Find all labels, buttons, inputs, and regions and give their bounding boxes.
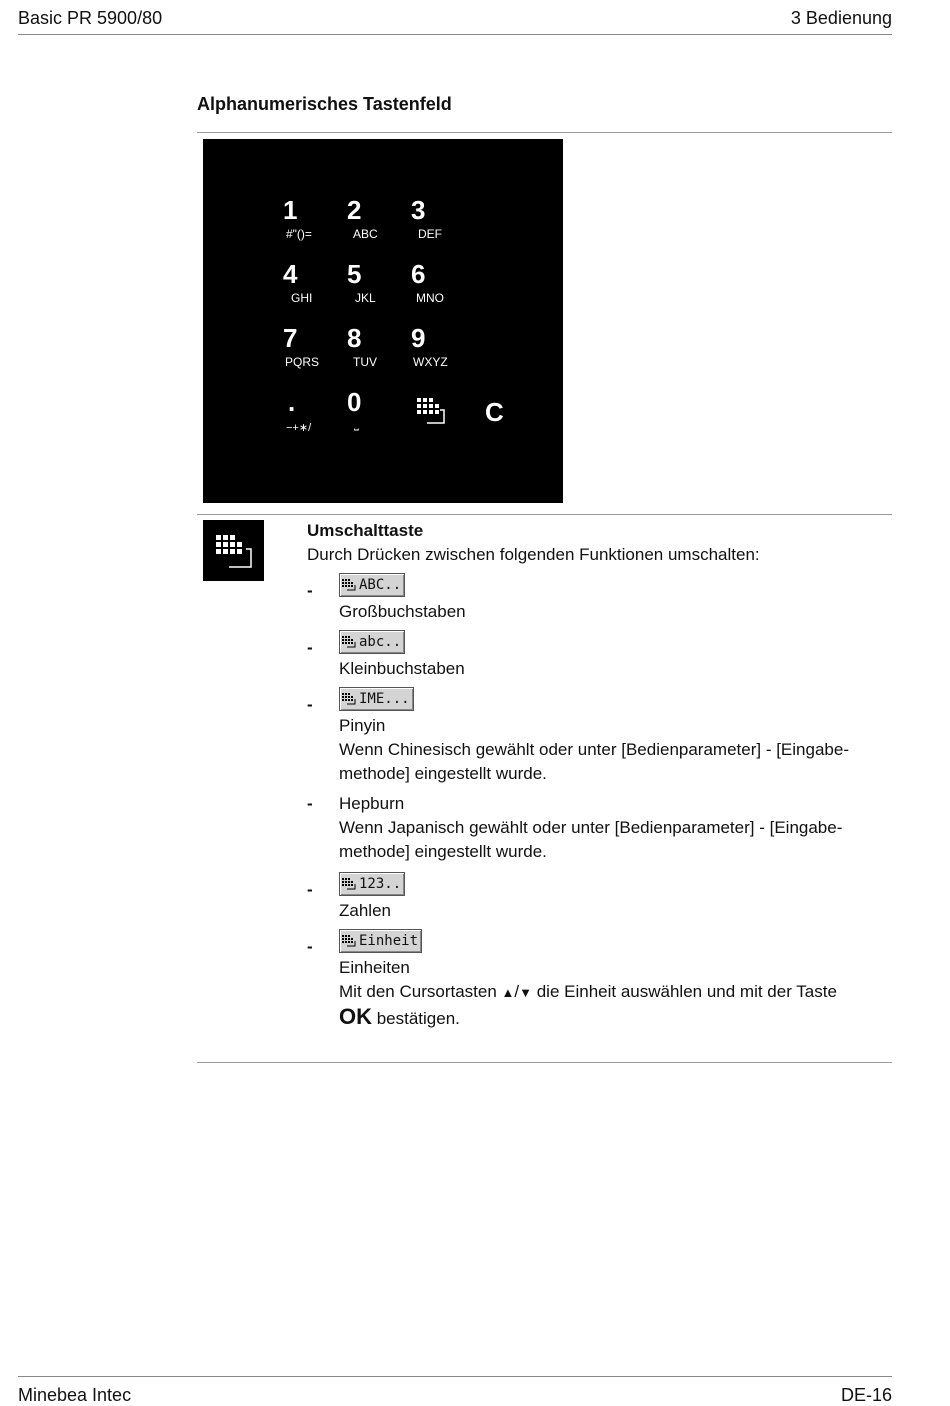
list-dash: - [307, 794, 313, 813]
divider [197, 1062, 892, 1063]
page-header [18, 6, 892, 35]
shift-key-description [307, 519, 887, 1031]
list-dash: - [307, 581, 313, 600]
divider [197, 514, 892, 515]
mode-label: Kleinbuchstaben [339, 659, 465, 678]
mode-button-text: 123.. [359, 876, 402, 892]
keypad-shift-icon [203, 520, 264, 581]
header-doc-title: Basic PR 5900/80 [18, 8, 163, 28]
mode-button-lowercase [339, 630, 405, 654]
key-digit: 1 [283, 195, 298, 225]
mode-keypad-icon [342, 579, 356, 591]
shift-key-icon[interactable] [415, 397, 449, 427]
divider [197, 132, 892, 133]
mode-keypad-icon [342, 935, 356, 947]
ok-key-label: OK [339, 1004, 372, 1029]
mode-note: Wenn Japanisch gewählt oder unter [Bedienparameter] - [Eingabe-methode] eingestellt wurde. [339, 818, 843, 861]
key-letters: ABC [353, 227, 378, 241]
list-dash: - [307, 638, 313, 657]
footer-company: Minebea Intec [18, 1385, 132, 1405]
mode-button-text: ABC.. [359, 577, 402, 593]
mode-label: Großbuchstaben [339, 602, 466, 621]
mode-button-uppercase [339, 573, 405, 597]
cursor-down-icon: ▼ [519, 985, 532, 1000]
section-title: Alphanumerisches Tastenfeld [197, 94, 452, 114]
mode-button-text: abc.. [359, 634, 402, 650]
key-letters: GHI [291, 291, 313, 305]
note-text: die Einheit auswählen und mit der Taste [532, 982, 837, 1001]
list-item [307, 927, 887, 1031]
key-digit: 9 [411, 323, 426, 353]
cursor-up-icon: ▲ [501, 985, 515, 1000]
mode-button-text: IME... [359, 691, 410, 707]
mode-keypad-icon [342, 636, 356, 648]
list-item [307, 571, 887, 624]
key-digit: 0 [347, 387, 362, 417]
mode-keypad-icon [342, 693, 356, 705]
mode-label: Zahlen [339, 901, 391, 920]
key-digit: 8 [347, 323, 362, 353]
mode-label: Hepburn [339, 794, 405, 813]
key-digit: 2 [347, 195, 362, 225]
mode-label: Pinyin [339, 716, 386, 735]
mode-keypad-icon [342, 878, 356, 890]
page-footer [18, 1376, 892, 1405]
key-digit: 3 [411, 195, 426, 225]
clear-key[interactable]: C [485, 397, 504, 427]
key-digit: 5 [347, 259, 362, 289]
key-digit: 6 [411, 259, 426, 289]
key-digit: . [288, 387, 296, 417]
note-text: Mit den Cursortasten [339, 982, 502, 1001]
key-letters: TUV [353, 355, 377, 369]
key-digit: 7 [283, 323, 298, 353]
key-letters: PQRS [285, 355, 320, 369]
header-chapter: 3 Bedienung [790, 8, 892, 28]
list-dash: - [307, 880, 313, 899]
key-letters: WXYZ [413, 355, 448, 369]
mode-button-text: Einheit [359, 933, 419, 949]
mode-note [339, 980, 887, 1005]
mode-note [339, 1005, 887, 1031]
shift-key-image [203, 520, 264, 581]
key-letters: JKL [355, 291, 376, 305]
mode-label: Einheiten [339, 958, 410, 977]
key-letters: −+∗/ [286, 422, 312, 434]
note-slash: / [514, 982, 520, 1001]
shift-title: Umschalttaste [307, 521, 424, 540]
alphanumeric-keypad [203, 139, 563, 503]
page-number: DE-16 [840, 1385, 892, 1405]
list-dash: - [307, 695, 313, 714]
mode-button-numbers [339, 872, 405, 896]
key-space-symbol: ⎵ [354, 417, 359, 431]
mode-button-units [339, 929, 422, 953]
list-item [307, 628, 887, 681]
key-letters: MNO [416, 291, 444, 305]
mode-note: Wenn Chinesisch gewählt oder unter [Bedienparameter] - [Eingabe-methode] eingestellt wurde. [339, 740, 849, 783]
list-dash: - [307, 937, 313, 956]
note-text: bestätigen. [372, 1009, 460, 1028]
list-item [307, 792, 887, 864]
mode-button-ime [339, 687, 414, 711]
list-item [307, 870, 887, 923]
key-letters: DEF [418, 227, 442, 241]
list-item [307, 685, 887, 786]
shift-desc: Durch Drücken zwischen folgenden Funktionen umschalten: [307, 545, 760, 564]
key-digit: 4 [283, 259, 298, 289]
key-letters: #"()= [286, 227, 312, 241]
